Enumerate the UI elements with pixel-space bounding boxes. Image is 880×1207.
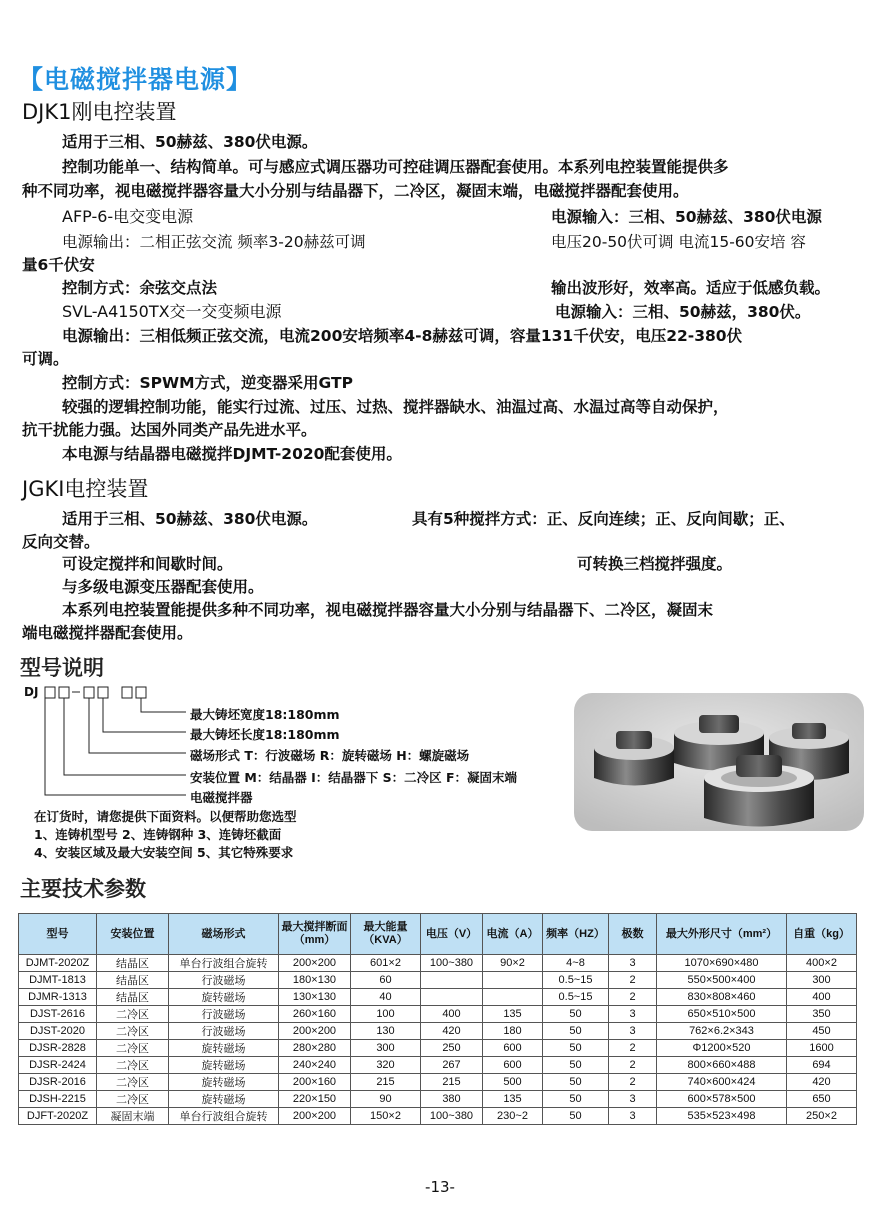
column-header: 最大外形尺寸（mm²） (657, 914, 787, 955)
table-cell: DJSR-2424 (19, 1057, 97, 1074)
column-header: 最大搅拌断面（mm） (279, 914, 351, 955)
table-cell: 267 (421, 1057, 483, 1074)
order-note: 1、连铸机型号 2、连铸钢种 3、连铸坯截面 (34, 827, 282, 842)
table-cell: 2 (609, 1057, 657, 1074)
order-note: 4、安装区域及最大安装空间 5、其它特殊要求 (34, 845, 294, 860)
table-row (19, 955, 857, 972)
product-photo (574, 693, 864, 831)
table-cell: DJMR-1313 (19, 989, 97, 1006)
table-cell: 220×150 (279, 1091, 351, 1108)
table-cell: 行波磁场 (169, 972, 279, 989)
table-cell: DJST-2616 (19, 1006, 97, 1023)
table-cell: 300 (787, 972, 857, 989)
table-cell: 50 (543, 1091, 609, 1108)
table-cell: DJMT-1813 (19, 972, 97, 989)
jgki-line: 可设定搅拌和间歇时间。 (62, 555, 233, 573)
table-cell: 凝固末端 (97, 1108, 169, 1125)
table-cell: 二冷区 (97, 1040, 169, 1057)
table-cell: 200×200 (279, 1023, 351, 1040)
table-cell: 1600 (787, 1040, 857, 1057)
model-label-length: 最大铸坯长度18:180mm (190, 727, 340, 742)
column-header: 频率（HZ） (543, 914, 609, 955)
jgki-line: 可转换三档搅拌强度。 (577, 555, 733, 573)
table-cell: 50 (543, 1074, 609, 1091)
specs-body (19, 955, 857, 1125)
table-cell: 2 (609, 989, 657, 1006)
table-cell: 300 (351, 1040, 421, 1057)
jgki-line: 端电磁搅拌器配套使用。 (22, 624, 193, 642)
table-cell: DJST-2020 (19, 1023, 97, 1040)
table-cell: 行波磁场 (169, 1006, 279, 1023)
table-cell: 800×660×488 (657, 1057, 787, 1074)
order-note: 在订货时，请您提供下面资料。以便帮助您选型 (34, 809, 297, 824)
table-row (19, 1023, 857, 1040)
jgki-line: 具有5种搅拌方式：正、反向连续；正、反向间歇；正、 (412, 510, 795, 528)
djk1-line: 电源输出：二相正弦交流 频率3-20赫兹可调 (62, 233, 366, 251)
model-label-width: 最大铸坯宽度18:180mm (190, 707, 340, 722)
table-cell: 200×200 (279, 1108, 351, 1125)
code-box (136, 687, 146, 698)
table-cell: 380 (421, 1091, 483, 1108)
code-box (98, 687, 108, 698)
code-box (122, 687, 132, 698)
table-cell: 50 (543, 1023, 609, 1040)
table-cell: 100 (351, 1006, 421, 1023)
table-cell: 40 (351, 989, 421, 1006)
specs-header-row (19, 914, 857, 955)
leader-line (103, 698, 186, 732)
table-cell: DJSR-2016 (19, 1074, 97, 1091)
table-cell (483, 989, 543, 1006)
table-cell: DJMT-2020Z (19, 955, 97, 972)
table-cell (421, 972, 483, 989)
table-cell: 350 (787, 1006, 857, 1023)
jgki-line: 适用于三相、50赫兹、380伏电源。 (62, 510, 318, 528)
djk1-line: 较强的逻辑控制功能，能实行过流、过压、过热、搅拌器缺水、油温过高、水温过高等自动保护， (62, 398, 729, 416)
table-cell: 二冷区 (97, 1057, 169, 1074)
djk1-line: 本电源与结晶器电磁搅拌DJMT-2020配套使用。 (62, 445, 402, 463)
table-cell: 旋转磁场 (169, 1057, 279, 1074)
table-row (19, 1108, 857, 1125)
table-row (19, 972, 857, 989)
djk1-line: SVL-A4150TX交一交变频电源 (62, 302, 282, 321)
table-cell: 200×200 (279, 955, 351, 972)
table-cell: 450 (787, 1023, 857, 1040)
jgki-line: 反向交替。 (22, 533, 100, 551)
table-cell (483, 972, 543, 989)
model-label-stirrer: 电磁搅拌器 (190, 790, 253, 805)
table-cell: 400×2 (787, 955, 857, 972)
djk1-line: 量6千伏安 (22, 256, 95, 274)
table-row (19, 1006, 857, 1023)
table-cell: DJSH-2215 (19, 1091, 97, 1108)
djk1-line: 控制功能单一、结构简单。可与感应式调压器功可控硅调压器配套使用。本系列电控装置能提供多 (62, 158, 729, 176)
table-cell: 830×808×460 (657, 989, 787, 1006)
table-cell: 3 (609, 1006, 657, 1023)
table-cell: 1070×690×480 (657, 955, 787, 972)
code-box (84, 687, 94, 698)
table-cell: 600 (483, 1057, 543, 1074)
table-cell: 135 (483, 1091, 543, 1108)
model-code-prefix: DJ (24, 685, 39, 699)
table-cell: 旋转磁场 (169, 1091, 279, 1108)
table-cell: 420 (421, 1023, 483, 1040)
table-cell: 结晶区 (97, 989, 169, 1006)
table-cell: 50 (543, 1108, 609, 1125)
column-header: 磁场形式 (169, 914, 279, 955)
code-box (45, 687, 55, 698)
table-cell: 215 (421, 1074, 483, 1091)
table-cell: 320 (351, 1057, 421, 1074)
table-cell: 260×160 (279, 1006, 351, 1023)
table-cell: 结晶区 (97, 972, 169, 989)
column-header: 极数 (609, 914, 657, 955)
table-cell: 100~380 (421, 955, 483, 972)
table-cell: 3 (609, 955, 657, 972)
table-cell: 旋转磁场 (169, 1074, 279, 1091)
column-header: 自重（kg） (787, 914, 857, 955)
table-cell: 180 (483, 1023, 543, 1040)
column-header: 安装位置 (97, 914, 169, 955)
table-cell: 60 (351, 972, 421, 989)
table-cell: 420 (787, 1074, 857, 1091)
table-cell: 3 (609, 1091, 657, 1108)
djk1-line: 电源输入：三相、50赫兹，380伏。 (555, 303, 811, 321)
table-cell: 100~380 (421, 1108, 483, 1125)
column-header: 电压（V） (421, 914, 483, 955)
table-cell: Φ1200×520 (657, 1040, 787, 1057)
table-cell: 601×2 (351, 955, 421, 972)
leader-line (45, 698, 186, 795)
table-cell: 行波磁场 (169, 1023, 279, 1040)
table-cell: 250 (421, 1040, 483, 1057)
table-cell: 130 (351, 1023, 421, 1040)
djk1-line: 电压20-50伏可调 电流15-60安培 容 (551, 233, 806, 251)
table-cell: 200×160 (279, 1074, 351, 1091)
table-cell: 90×2 (483, 955, 543, 972)
table-cell: 旋转磁场 (169, 989, 279, 1006)
table-cell: 550×500×400 (657, 972, 787, 989)
table-cell: 600×578×500 (657, 1091, 787, 1108)
model-label-position: 安装位置 M：结晶器 I：结晶器下 S：二冷区 F：凝固末端 (190, 770, 518, 785)
table-row (19, 1057, 857, 1074)
table-row (19, 989, 857, 1006)
table-cell: 600 (483, 1040, 543, 1057)
table-row (19, 1040, 857, 1057)
specs-heading: 主要技术参数 (20, 877, 146, 901)
table-cell: DJFT-2020Z (19, 1108, 97, 1125)
table-cell: 4~8 (543, 955, 609, 972)
djk1-line: 电源输出：三相低频正弦交流，电流200安培频率4-8赫兹可调，容量131千伏安，电压22-380伏 (62, 327, 743, 345)
djk1-line: 控制方式：SPWM方式，逆变器采用GTP (62, 374, 353, 392)
table-cell: 762×6.2×343 (657, 1023, 787, 1040)
table-cell: 400 (787, 989, 857, 1006)
table-row (19, 1091, 857, 1108)
djk1-line: 适用于三相、50赫兹、380伏电源。 (62, 133, 318, 151)
table-cell: 3 (609, 1108, 657, 1125)
table-cell: 535×523×498 (657, 1108, 787, 1125)
column-header: 型号 (19, 914, 97, 955)
jgki-heading: JGKI电控装置 (22, 477, 149, 501)
table-cell: 694 (787, 1057, 857, 1074)
table-cell: 50 (543, 1057, 609, 1074)
table-cell: 500 (483, 1074, 543, 1091)
page-number: -13- (425, 1178, 455, 1196)
table-cell: 150×2 (351, 1108, 421, 1125)
djk1-line: 抗干扰能力强。达国外同类产品先进水平。 (22, 421, 317, 439)
leader-line (89, 698, 186, 753)
djk1-line: 输出波形好，效率高。适应于低感负载。 (551, 279, 831, 297)
table-cell: 650 (787, 1091, 857, 1108)
table-cell: 50 (543, 1040, 609, 1057)
table-cell: 单台行波组合旋转 (169, 1108, 279, 1125)
section-title: 【电磁搅拌器电源】 (18, 65, 253, 94)
table-cell: 280×280 (279, 1040, 351, 1057)
table-cell: 0.5~15 (543, 989, 609, 1006)
table-cell: 215 (351, 1074, 421, 1091)
table-cell: 130×130 (279, 989, 351, 1006)
table-cell: 90 (351, 1091, 421, 1108)
code-box (59, 687, 69, 698)
table-cell: 3 (609, 1023, 657, 1040)
table-cell: 2 (609, 1074, 657, 1091)
table-cell: DJSR-2828 (19, 1040, 97, 1057)
table-cell: 结晶区 (97, 955, 169, 972)
table-cell: 250×2 (787, 1108, 857, 1125)
table-cell: 二冷区 (97, 1023, 169, 1040)
table-cell: 400 (421, 1006, 483, 1023)
table-cell: 二冷区 (97, 1074, 169, 1091)
djk1-line: 种不同功率，视电磁搅拌器容量大小分别与结晶器下，二冷区，凝固末端，电磁搅拌器配套使用。 (22, 182, 689, 200)
table-cell: 2 (609, 972, 657, 989)
djk1-heading: DJK1刚电控装置 (22, 100, 177, 124)
model-heading: 型号说明 (20, 656, 104, 680)
djk1-line: 电源输入：三相、50赫兹、380伏电源 (551, 208, 822, 226)
table-cell: 740×600×424 (657, 1074, 787, 1091)
table-cell: 240×240 (279, 1057, 351, 1074)
table-row (19, 1074, 857, 1091)
table-cell: 二冷区 (97, 1091, 169, 1108)
model-label-field: 磁场形式 T：行波磁场 R：旋转磁场 H：螺旋磁场 (190, 748, 470, 763)
leader-line (141, 698, 186, 712)
specs-table (18, 913, 857, 1125)
table-cell: 230~2 (483, 1108, 543, 1125)
djk1-line: 控制方式：余弦交点法 (62, 279, 218, 297)
table-cell: 2 (609, 1040, 657, 1057)
djk1-line: 可调。 (22, 350, 69, 368)
table-cell: 135 (483, 1006, 543, 1023)
table-cell: 旋转磁场 (169, 1040, 279, 1057)
djk1-line: AFP-6-电交变电源 (62, 207, 194, 226)
leader-line (64, 698, 186, 775)
table-cell: 单台行波组合旋转 (169, 955, 279, 972)
column-header: 电流（A） (483, 914, 543, 955)
column-header: 最大能量（KVA） (351, 914, 421, 955)
table-cell: 180×130 (279, 972, 351, 989)
table-cell: 0.5~15 (543, 972, 609, 989)
table-cell: 二冷区 (97, 1006, 169, 1023)
jgki-line: 与多级电源变压器配套使用。 (62, 578, 264, 596)
table-cell (421, 989, 483, 1006)
table-cell: 650×510×500 (657, 1006, 787, 1023)
jgki-line: 本系列电控装置能提供多种不同功率，视电磁搅拌器容量大小分别与结晶器下、二冷区，凝固末 (62, 601, 714, 619)
table-cell: 50 (543, 1006, 609, 1023)
